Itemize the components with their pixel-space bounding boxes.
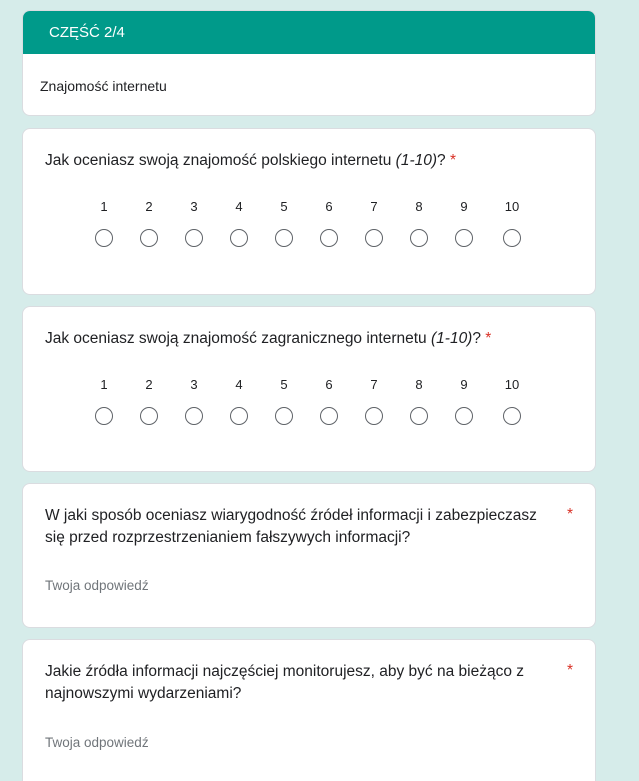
linear-scale xyxy=(23,377,595,457)
scale-label-10: 10 xyxy=(504,199,520,214)
question-title-line: W jaki sposób oceniasz wiarygodność źródeł informacji i zabezpieczasz xyxy=(45,507,537,524)
scale-radio-2[interactable] xyxy=(140,229,158,247)
scale-label-7: 7 xyxy=(370,377,378,392)
scale-radio-9[interactable] xyxy=(455,407,473,425)
scale-radio-1[interactable] xyxy=(95,229,113,247)
scale-label-7: 7 xyxy=(370,199,378,214)
scale-radio-7[interactable] xyxy=(365,229,383,247)
scale-label-4: 4 xyxy=(235,377,243,392)
scale-radio-8[interactable] xyxy=(410,407,428,425)
required-asterisk: * xyxy=(485,330,492,347)
question-title-range: (1-10) xyxy=(431,330,473,347)
scale-radio-9[interactable] xyxy=(455,229,473,247)
scale-label-1: 1 xyxy=(100,377,108,392)
scale-radio-6[interactable] xyxy=(320,229,338,247)
question-title-line: się przed rozprzestrzenianiem fałszywych informacji? xyxy=(45,529,411,546)
scale-label-6: 6 xyxy=(325,377,333,392)
scale-radio-2[interactable] xyxy=(140,407,158,425)
scale-label-4: 4 xyxy=(235,199,243,214)
scale-label-9: 9 xyxy=(460,199,468,214)
question-title xyxy=(45,505,560,549)
scale-radio-3[interactable] xyxy=(185,229,203,247)
short-answer-input[interactable]: Twoja odpowiedź xyxy=(45,735,149,750)
question-title-suffix: ? xyxy=(437,152,446,169)
scale-label-5: 5 xyxy=(280,377,288,392)
scale-radio-3[interactable] xyxy=(185,407,203,425)
scale-radio-6[interactable] xyxy=(320,407,338,425)
question-title-suffix: ? xyxy=(472,330,481,347)
question-title xyxy=(45,328,491,350)
scale-radio-5[interactable] xyxy=(275,407,293,425)
scale-radio-4[interactable] xyxy=(230,407,248,425)
question-title-text: Jak oceniasz swoją znajomość zagranicznego internetu xyxy=(45,330,431,347)
scale-label-9: 9 xyxy=(460,377,468,392)
question-title-text: Jak oceniasz swoją znajomość polskiego internetu xyxy=(45,152,396,169)
question-title xyxy=(45,661,560,705)
question-title-range: (1-10) xyxy=(395,152,438,169)
question-title xyxy=(45,150,456,172)
required-asterisk: * xyxy=(449,152,457,169)
question-title-line: najnowszymi wydarzeniami? xyxy=(45,685,242,702)
question-card-news-sources xyxy=(22,639,596,781)
section-description: Znajomość internetu xyxy=(40,78,167,94)
scale-label-2: 2 xyxy=(145,377,153,392)
scale-label-8: 8 xyxy=(415,199,423,214)
scale-radio-4[interactable] xyxy=(230,229,248,247)
scale-label-3: 3 xyxy=(190,377,198,392)
question-card-foreign-internet xyxy=(22,306,596,472)
short-answer-input[interactable]: Twoja odpowiedź xyxy=(45,578,149,593)
scale-radio-5[interactable] xyxy=(275,229,293,247)
scale-radio-7[interactable] xyxy=(365,407,383,425)
question-title-line: Jakie źródła informacji najczęściej monitorujesz, aby być na bieżąco z xyxy=(45,663,524,680)
scale-radio-10[interactable] xyxy=(503,407,521,425)
scale-label-8: 8 xyxy=(415,377,423,392)
required-asterisk: * xyxy=(566,662,573,679)
scale-label-3: 3 xyxy=(190,199,198,214)
scale-radio-8[interactable] xyxy=(410,229,428,247)
scale-label-6: 6 xyxy=(325,199,333,214)
scale-label-5: 5 xyxy=(280,199,288,214)
scale-radio-10[interactable] xyxy=(503,229,521,247)
question-card-polish-internet xyxy=(22,128,596,295)
scale-label-10: 10 xyxy=(504,377,520,392)
section-header: CZĘŚĆ 2/4 xyxy=(23,11,595,54)
section-card xyxy=(22,10,596,116)
scale-label-2: 2 xyxy=(145,199,153,214)
scale-radio-1[interactable] xyxy=(95,407,113,425)
question-card-source-credibility xyxy=(22,483,596,628)
linear-scale xyxy=(23,199,595,279)
required-asterisk: * xyxy=(566,506,573,523)
scale-label-1: 1 xyxy=(100,199,108,214)
